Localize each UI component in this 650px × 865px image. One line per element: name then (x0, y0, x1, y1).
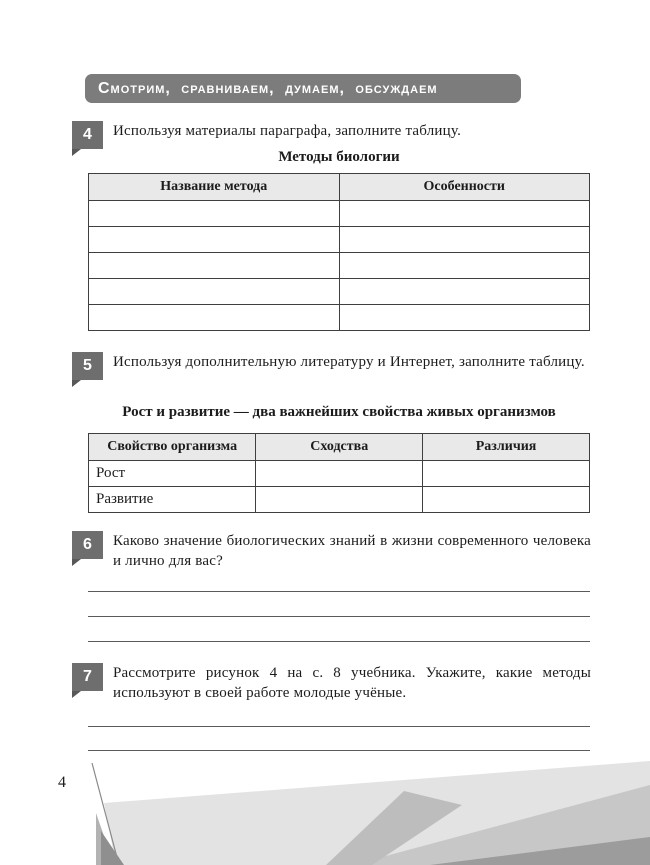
growth-table-title: Рост и развитие — два важнейших свойства живых организмов (122, 404, 556, 420)
footer-decoration (0, 755, 650, 865)
table-row (89, 487, 590, 513)
answer-cell[interactable] (89, 279, 340, 305)
methods-table (88, 173, 590, 331)
row-label-development: Развитие (89, 487, 256, 513)
growth-col-header-property: Свойство организма (89, 434, 256, 461)
answer-cell[interactable] (423, 461, 590, 487)
table-row (89, 227, 590, 253)
answer-line[interactable] (88, 641, 590, 642)
growth-col-header-differences: Различия (423, 434, 590, 461)
growth-col-header-similarities: Сходства (256, 434, 423, 461)
growth-table-header-row (89, 434, 590, 461)
answer-cell[interactable] (256, 461, 423, 487)
exercise-6-text: Каково значение биологических знаний в жизни современного человека и лично для вас? (113, 533, 591, 569)
row-label-growth: Рост (89, 461, 256, 487)
answer-cell[interactable] (89, 227, 340, 253)
table-row (89, 201, 590, 227)
exercise-4-number-badge: 4 (72, 121, 103, 149)
answer-cell[interactable] (89, 305, 340, 331)
answer-line[interactable] (88, 616, 590, 617)
methods-table-header-row (89, 174, 590, 201)
table-row (89, 253, 590, 279)
answer-cell[interactable] (89, 253, 340, 279)
methods-table-title: Методы биологии (278, 149, 400, 165)
growth-table (88, 433, 590, 513)
exercise-7-text: Рассмотрите рисунок 4 на с. 8 учебника. Укажите, какие методы используют в своей работе молодые учёные. (113, 665, 591, 701)
exercise-5-number-badge: 5 (72, 352, 103, 380)
answer-cell[interactable] (339, 253, 590, 279)
page-number: 4 (58, 774, 66, 791)
table-row (89, 305, 590, 331)
exercise-4-text: Используя материалы параграфа, заполните таблицу. (113, 123, 462, 139)
answer-cell[interactable] (339, 227, 590, 253)
answer-line[interactable] (88, 591, 590, 592)
answer-cell[interactable] (339, 201, 590, 227)
answer-cell[interactable] (339, 305, 590, 331)
table-row (89, 279, 590, 305)
answer-cell[interactable] (256, 487, 423, 513)
answer-cell[interactable] (89, 201, 340, 227)
table-row (89, 461, 590, 487)
section-banner (85, 74, 521, 103)
exercise-7-number-badge: 7 (72, 663, 103, 691)
answer-cell[interactable] (339, 279, 590, 305)
methods-col-header-name: Название метода (89, 174, 340, 201)
answer-line[interactable] (88, 726, 590, 727)
section-banner-title: Смотрим, сравниваем, думаем, обсуждаем (98, 79, 438, 97)
answer-cell[interactable] (423, 487, 590, 513)
answer-line[interactable] (88, 750, 590, 751)
exercise-6-number-badge: 6 (72, 531, 103, 559)
methods-col-header-features: Особенности (339, 174, 590, 201)
exercise-5-text: Используя дополнительную литературу и Интернет, заполните таблицу. (113, 354, 585, 370)
